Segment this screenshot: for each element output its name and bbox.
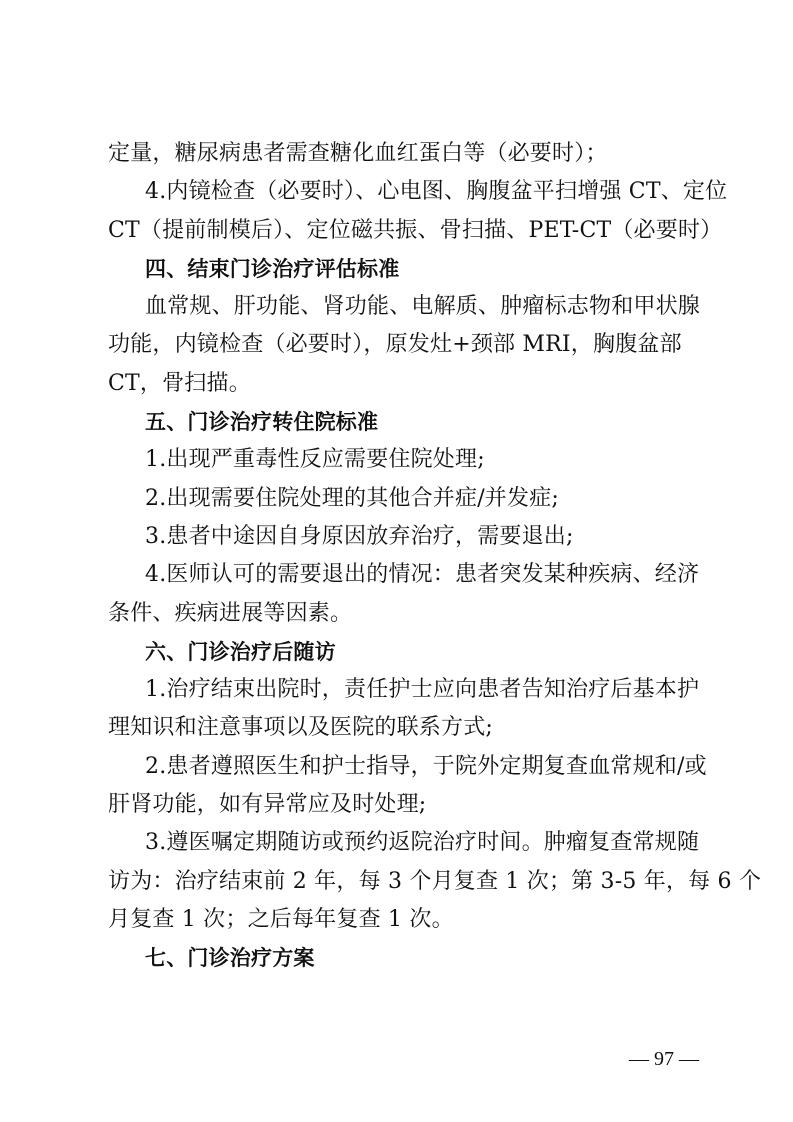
text-line: 肝肾功能，如有异常应及时处理; [108, 792, 427, 818]
page-number: — 97 — [629, 1048, 699, 1070]
section-heading: 五、门诊治疗转住院标准 [145, 410, 379, 435]
text-line: 4.内镜检查（必要时）、心电图、胸腹盆平扫增强 CT、定位 [145, 179, 728, 205]
text-line: 3.遵医嘱定期随访或预约返院治疗时间。肿瘤复查常规随 [145, 830, 700, 856]
text-line: 功能，内镜检查（必要时），原发灶+颈部 MRI，胸腹盆部 [108, 332, 682, 358]
section-heading: 七、门诊治疗方案 [145, 946, 315, 971]
section-heading: 六、门诊治疗后随访 [145, 639, 336, 664]
text-line: 条件、疾病进展等因素。 [108, 600, 353, 626]
text-line: 2.出现需要住院处理的其他合并症/并发症; [145, 485, 560, 511]
text-line: 定量，糖尿病患者需查糖化血红蛋白等（必要时）； [108, 141, 608, 166]
text-line: 月复查 1 次；之后每年复查 1 次。 [108, 906, 454, 932]
text-line: 访为：治疗结束前 2 年，每 3 个月复查 1 次；第 3-5 年，每 6 个 [108, 868, 762, 894]
text-line: 血常规、肝功能、肾功能、电解质、肿瘤标志物和甲状腺 [145, 294, 701, 320]
text-line: 理知识和注意事项以及医院的联系方式; [108, 715, 494, 741]
text-line: CT（提前制模后）、定位磁共振、骨扫描、PET-CT（必要时） [108, 217, 723, 243]
text-line: 1.出现严重毒性反应需要住院处理; [145, 447, 485, 473]
text-line: 2.患者遵照医生和护士指导，于院外定期复查血常规和/或 [145, 753, 707, 779]
section-heading: 四、结束门诊治疗评估标准 [145, 256, 400, 281]
text-line: 1.治疗结束出院时，责任护士应向患者告知治疗后基本护 [145, 677, 700, 703]
text-line: 3.患者中途因自身原因放弃治疗，需要退出; [145, 523, 574, 549]
document-body [108, 135, 762, 978]
text-line: 4.医师认可的需要退出的情况：患者突发某种疾病、经济 [145, 562, 700, 588]
text-line: CT，骨扫描。 [108, 370, 251, 396]
